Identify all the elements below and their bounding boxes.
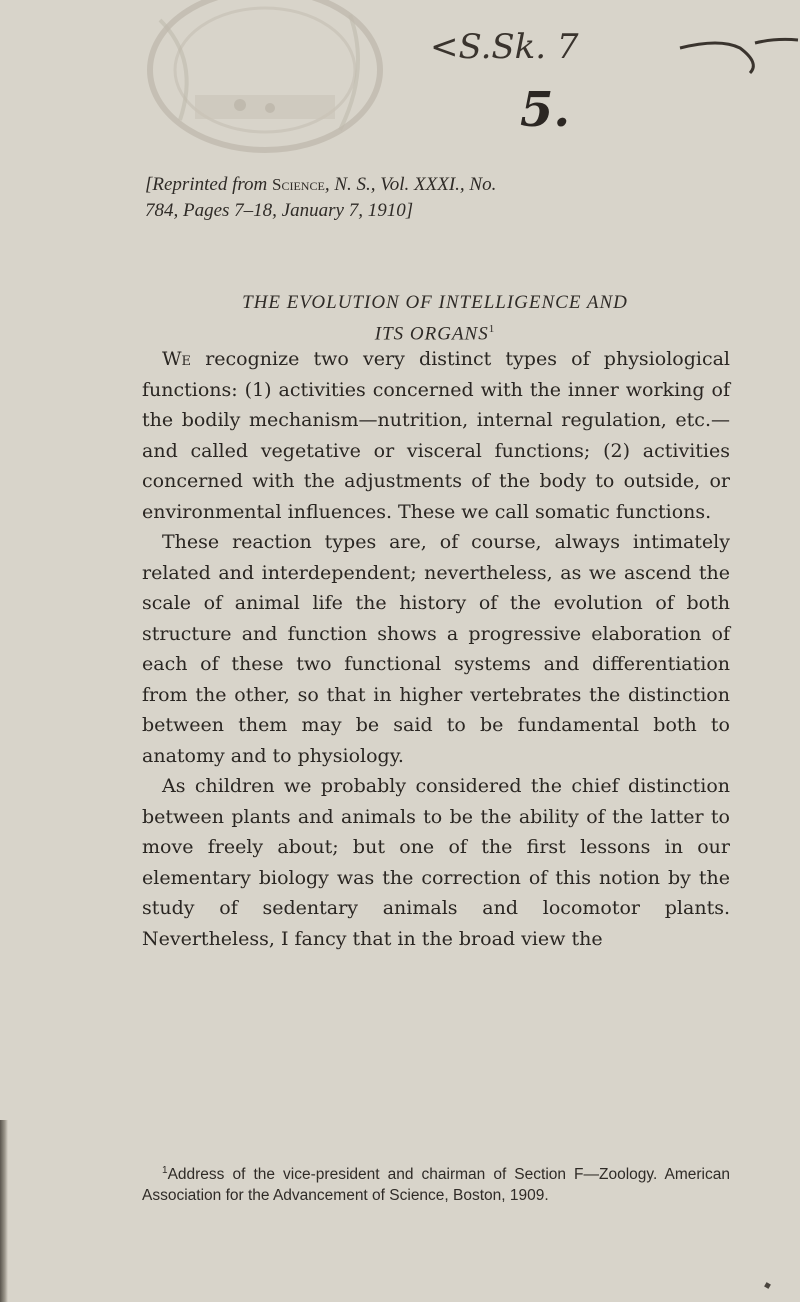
library-stamp-icon — [120, 0, 410, 160]
handwritten-note: <S.Sk. 7 — [430, 27, 579, 67]
handwritten-mark: 5. — [520, 82, 571, 138]
footnote-marker: 1 — [162, 1165, 168, 1176]
paper-speck — [764, 1282, 771, 1289]
citation-journal: Science — [272, 175, 325, 194]
citation-pages: 784, Pages 7–18, January 7, 1910] — [145, 200, 414, 221]
paragraph-1 — [142, 344, 730, 527]
footnote-text: Address of the vice-president and chairman of Section F—Zoology. American Association for the Advancement of Science, Boston, 1909. — [142, 1166, 730, 1205]
handwritten-annotation — [420, 8, 800, 138]
title-footnote-marker: 1 — [488, 323, 496, 335]
footnote — [142, 1160, 730, 1206]
article-title — [140, 290, 730, 347]
article-body — [142, 344, 730, 954]
citation-reprinted: [Reprinted from — [145, 174, 268, 195]
paragraph-1-first-word: We — [162, 348, 192, 370]
paragraph-2: These reaction types are, of course, always intimately related and interdependent; nevertheless, as we ascend the scale of animal life the history of the evolution of both structure and function shows a progressive elaboration of each of these two functional systems and differentiation from the other, so that in higher vertebrates the distinction between them may be said to be fundamental both to anatomy and to physiology. — [142, 531, 730, 767]
citation-note — [145, 172, 725, 224]
paragraph-3: As children we probably considered the chief distinction between plants and animals to be the ability of the latter to move freely about; but one of the first lessons in our elementary biology was the correction of this notion by the study of sedentary animals and locomotor plants. Nevertheless, I fancy that in the broad view the — [142, 775, 730, 950]
page-binding-edge — [0, 1120, 8, 1302]
paragraph-1-text: recognize two very distinct types of physiological functions: (1) activities concerned with the inner working of the bodily mechanism—nutrition, internal regulation, etc.—and called vegetative or visceral functions; (2) activities concerned with the adjustments of the body to outside, or environmental influences. These we call somatic functions. — [142, 348, 730, 523]
title-line-1: THE EVOLUTION OF INTELLIGENCE AND — [242, 292, 628, 313]
title-line-2: ITS ORGANS — [374, 323, 489, 345]
citation-volume: , N. S., Vol. XXXI., No. — [324, 174, 497, 195]
